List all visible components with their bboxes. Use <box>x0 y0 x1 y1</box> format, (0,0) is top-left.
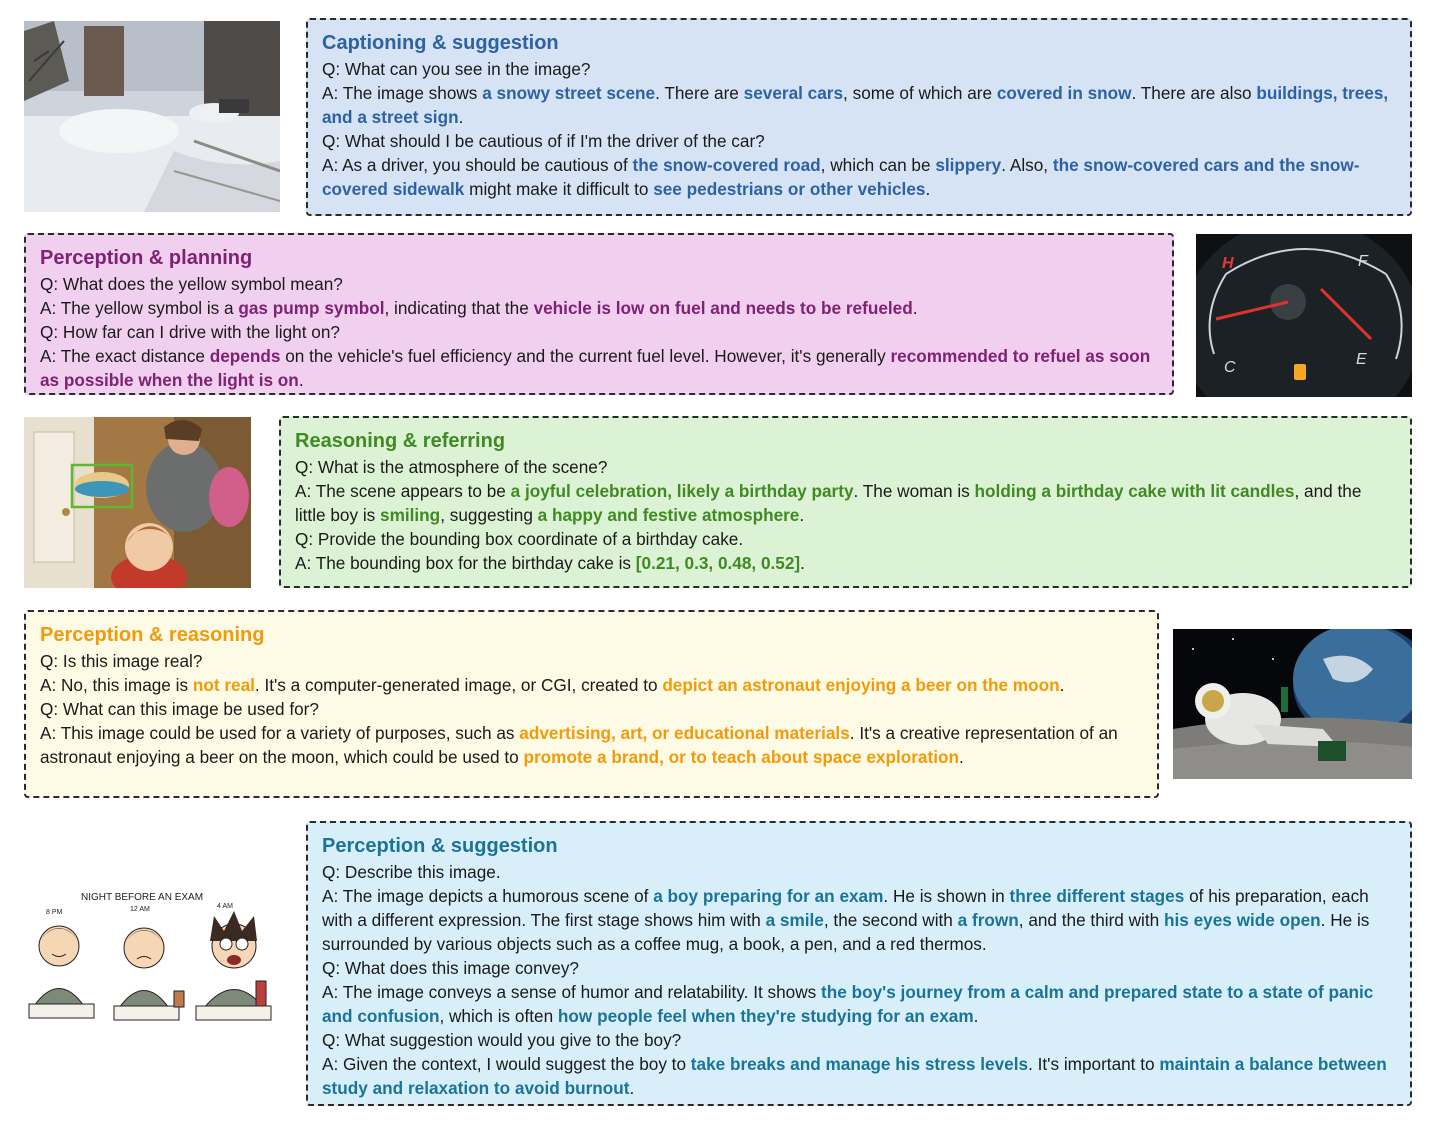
text-segment: A: Given the context, I would suggest the boy to <box>322 1054 691 1074</box>
qa-line <box>295 479 1396 527</box>
qa-line <box>295 551 1396 575</box>
text-segment: . <box>973 1006 979 1026</box>
qa-line <box>322 860 1396 884</box>
qa-line <box>322 1028 1396 1052</box>
text-segment: , and the little boy is <box>295 481 1362 525</box>
highlighted-text: a snowy street scene <box>482 83 656 103</box>
highlighted-text: advertising, art, or educational materials <box>519 723 850 743</box>
text-segment: , suggesting <box>440 505 538 525</box>
text-segment: . There are also <box>1131 83 1257 103</box>
snowy-street-image <box>24 21 280 212</box>
qa-line <box>322 884 1396 956</box>
text-segment: , indicating that the <box>384 298 534 318</box>
qa-line <box>322 980 1396 1028</box>
highlighted-text: slippery <box>935 155 1002 175</box>
qa-line <box>40 296 1158 320</box>
text-segment: Q: Provide the bounding box coordinate of a birthday cake. <box>295 529 744 549</box>
highlighted-text: promote a brand, or to teach about space exploration <box>523 747 959 767</box>
text-segment: . <box>925 179 931 199</box>
text-segment: , the second with <box>823 910 958 930</box>
perception-planning-panel <box>24 233 1174 395</box>
text-segment: . <box>458 107 464 127</box>
text-segment: . The woman is <box>853 481 975 501</box>
qa-line <box>40 721 1143 769</box>
qa-line <box>295 527 1396 551</box>
text-segment: A: As a driver, you should be cautious of <box>322 155 633 175</box>
highlighted-text: covered in snow <box>996 83 1132 103</box>
text-segment: . <box>800 553 805 573</box>
perception-suggestion-panel <box>306 821 1412 1106</box>
text-segment: A: No, this image is <box>40 675 193 695</box>
gauge-f-label: F <box>1358 253 1368 270</box>
qa-line <box>40 320 1158 344</box>
fuel-gauge-image <box>1196 234 1412 397</box>
text-segment: Q: What is the atmosphere of the scene? <box>295 457 608 477</box>
qa-line <box>40 697 1143 721</box>
highlighted-text: several cars <box>743 83 844 103</box>
highlighted-text: the snow-covered cars and the snow-covered sidewalk <box>322 155 1360 199</box>
text-segment: Q: What can this image be used for? <box>40 699 319 719</box>
text-segment: . <box>298 370 304 390</box>
text-segment: . It's important to <box>1028 1054 1160 1074</box>
highlighted-text: a boy preparing for an exam <box>653 886 884 906</box>
highlighted-text: the boy's journey from a calm and prepared state to a state of panic and confusion <box>322 982 1374 1026</box>
astronaut-moon-image <box>1173 629 1412 779</box>
highlighted-text: recommended to refuel as soon as possible when the light is on <box>40 346 1151 390</box>
highlighted-text: a smile <box>765 910 824 930</box>
highlighted-text: depict an astronaut enjoying a beer on the moon <box>662 675 1060 695</box>
qa-line <box>322 81 1396 129</box>
highlighted-text: the snow-covered road <box>632 155 821 175</box>
text-segment: A: The scene appears to be <box>295 481 511 501</box>
text-segment: A: The exact distance <box>40 346 210 366</box>
highlighted-text: holding a birthday cake with lit candles <box>974 481 1295 501</box>
qa-line <box>40 673 1143 697</box>
qa-line <box>40 649 1143 673</box>
qa-line <box>322 129 1396 153</box>
highlighted-text: vehicle is low on fuel and needs to be refueled <box>533 298 913 318</box>
qa-line <box>322 57 1396 81</box>
text-segment: Q: How far can I drive with the light on? <box>40 322 340 342</box>
text-segment: Q: What can you see in the image? <box>322 59 591 79</box>
text-segment: . It's a creative representation of an astronaut enjoying a beer on the moon, which could be used to <box>40 723 1118 767</box>
comic-time-2: 12 AM <box>130 906 150 913</box>
text-segment: , which can be <box>820 155 936 175</box>
text-segment: . It's a computer-generated image, or CGI, created to <box>254 675 663 695</box>
comic-time-3: 4 AM <box>217 903 233 910</box>
highlighted-text: [0.21, 0.3, 0.48, 0.52] <box>635 553 801 573</box>
text-segment: . He is surrounded by various objects such as a coffee mug, a book, a pen, and a red thermos. <box>322 910 1370 954</box>
comic-time-1: 8 PM <box>46 909 63 916</box>
highlighted-text: maintain a balance between study and relaxation to avoid burnout <box>322 1054 1387 1098</box>
highlighted-text: smiling <box>380 505 441 525</box>
text-segment: Q: What does this image convey? <box>322 958 579 978</box>
text-segment: of his preparation, each with a different expression. The first stage shows him with <box>322 886 1369 930</box>
qa-line <box>295 455 1396 479</box>
perception-reasoning-panel <box>24 610 1159 798</box>
reasoning-referring-panel <box>279 416 1412 588</box>
text-segment: A: The image depicts a humorous scene of <box>322 886 654 906</box>
text-segment: . <box>799 505 805 525</box>
text-segment: , which is often <box>439 1006 558 1026</box>
text-segment: Q: What suggestion would you give to the boy? <box>322 1030 682 1050</box>
highlighted-text: his eyes wide open <box>1164 910 1321 930</box>
highlighted-text: three different stages <box>1009 886 1185 906</box>
highlighted-text: a happy and festive atmosphere <box>537 505 800 525</box>
panel-title: Perception & planning <box>40 247 253 269</box>
text-segment: Q: Is this image real? <box>40 651 203 671</box>
panel-title: Captioning & suggestion <box>322 32 559 54</box>
text-segment: Q: Describe this image. <box>322 862 501 882</box>
highlighted-text: how people feel when they're studying for an exam <box>557 1006 974 1026</box>
exam-comic-image <box>24 886 274 1032</box>
qa-line <box>322 1052 1396 1100</box>
highlighted-text: a frown <box>957 910 1019 930</box>
text-segment: . <box>1059 675 1065 695</box>
birthday-party-image <box>24 417 251 588</box>
panel-title: Perception & suggestion <box>322 835 558 857</box>
panel-title: Reasoning & referring <box>295 430 506 452</box>
text-segment: , some of which are <box>843 83 997 103</box>
qa-line <box>322 153 1396 201</box>
highlighted-text: buildings, trees, and a street sign <box>322 83 1389 127</box>
text-segment: might make it difficult to <box>464 179 654 199</box>
highlighted-text: see pedestrians or other vehicles <box>653 179 926 199</box>
qa-line <box>322 956 1396 980</box>
text-segment: on the vehicle's fuel efficiency and the current fuel level. However, it's generally <box>280 346 891 366</box>
highlighted-text: a joyful celebration, likely a birthday party <box>510 481 854 501</box>
text-segment: , and the third with <box>1018 910 1164 930</box>
highlighted-text: depends <box>209 346 281 366</box>
text-segment: A: The image conveys a sense of humor and relatability. It shows <box>322 982 822 1002</box>
text-segment: . <box>629 1078 635 1098</box>
gauge-h-label: H <box>1222 255 1234 272</box>
text-segment: . There are <box>655 83 744 103</box>
comic-title: NIGHT BEFORE AN EXAM <box>81 892 204 903</box>
captioning-suggestion-panel <box>306 18 1412 216</box>
gauge-e-label: E <box>1356 351 1367 368</box>
fuel-pump-icon <box>1294 364 1306 380</box>
text-segment: A: The yellow symbol is a <box>40 298 239 318</box>
highlighted-text: gas pump symbol <box>238 298 385 318</box>
text-segment: . He is shown in <box>883 886 1010 906</box>
highlighted-text: take breaks and manage his stress levels <box>690 1054 1029 1074</box>
text-segment: Q: What does the yellow symbol mean? <box>40 274 343 294</box>
panel-title: Perception & reasoning <box>40 624 265 646</box>
text-segment: . <box>958 747 964 767</box>
qa-line <box>40 344 1158 392</box>
text-segment: Q: What should I be cautious of if I'm the driver of the car? <box>322 131 765 151</box>
gauge-c-label: C <box>1224 359 1236 376</box>
text-segment: A: The bounding box for the birthday cake is <box>295 553 636 573</box>
highlighted-text: not real <box>192 675 255 695</box>
text-segment: . <box>912 298 918 318</box>
text-segment: A: The image shows <box>322 83 483 103</box>
text-segment: A: This image could be used for a variety of purposes, such as <box>40 723 520 743</box>
text-segment: . Also, <box>1001 155 1053 175</box>
qa-line <box>40 272 1158 296</box>
